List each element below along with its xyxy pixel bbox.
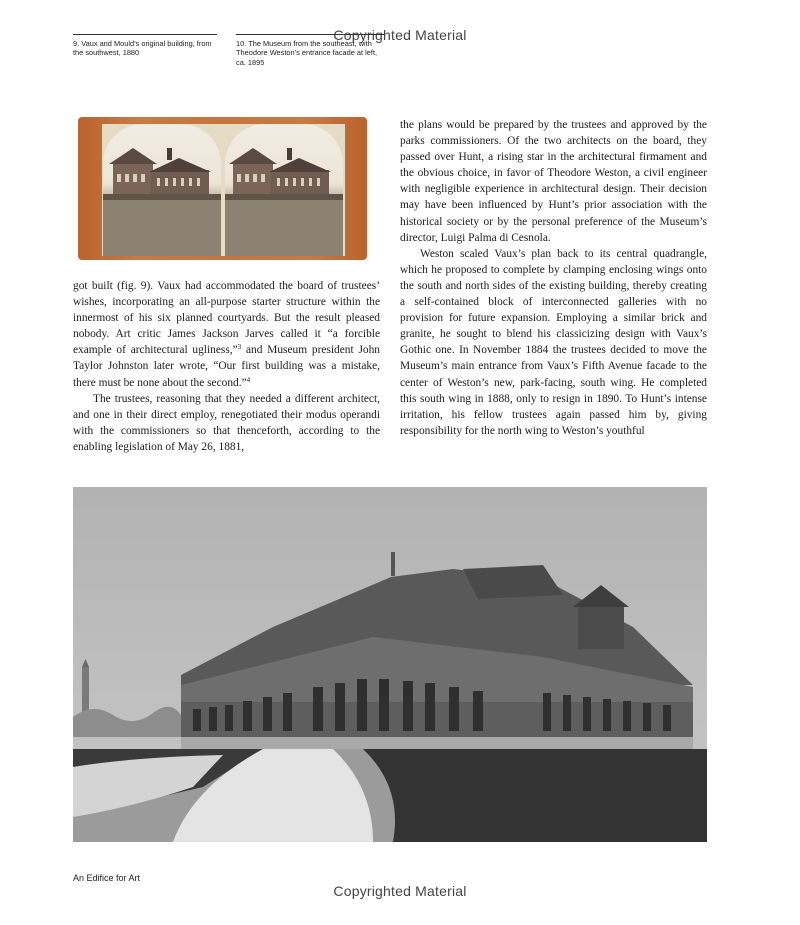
right-paragraph-1: the plans would be prepared by the trustees and approved by the parks commissioners. Of the two architects on the board, they passed over Hunt, a rising star in the architectural firmament and the obvious choice, in favor of Theodore Weston, a civil engineer with negligible experience in architectural design. Their decision may have been influenced by Hunt’s prior association with the historical society or by the personal preference of the Museum’s director, Luigi Palma di Cesnola. (400, 119, 707, 244)
watermark-bottom: Copyrighted Material (333, 883, 467, 899)
running-footer: An Edifice for Art (73, 873, 141, 883)
stereograph-left-view (103, 124, 221, 256)
figure-9-stereograph (78, 117, 367, 260)
left-paragraph-1-part-b: and Museum president John Taylor Johnston later wrote, “Our first building was a mistake, there must be none about the second.” (73, 344, 380, 389)
right-column-text (400, 117, 707, 439)
watermark-top: Copyrighted Material (333, 27, 467, 43)
figure-10-photograph (73, 487, 707, 842)
left-paragraph-2: The trustees, reasoning that they needed a different architect, and one in their direct employ, renegotiated their modus operandi with the commissioners so that thenceforth, according to the enabling legislation of May 26, 1881, (73, 392, 380, 453)
footnote-ref-4: 4 (246, 375, 251, 384)
left-paragraph-1-part-a: got built (fig. 9). Vaux had accommodated the board of trustees’ wishes, incorporating an all-purpose starter structure within the innermost of his six planned courtyards. But the result pleased nobody. Art critic James Jackson Jarves called it “a forcible example of architectural ugliness,” (73, 280, 380, 357)
figure-10-caption: 10. The Museum from the southeast, with Theodore Weston’s entrance facade at left, ca. 1895 (236, 34, 384, 67)
right-paragraph-2: Weston scaled Vaux’s plan back to its central quadrangle, which he proposed to complete by clamping enclosing wings onto the south and north sides of the existing building, thereby creating a self-contained block of interconnected galleries with no provision for future expansion. Employing a similar brick and granite, he sought to blend his classicizing design with Vaux’s Gothic one. In November 1884 the trustees decided to move the Museum’s main entrance from Vaux’s Fifth Avenue facade to the center of Weston’s new, park-facing, south wing. He completed this south wing in 1888, only to resign in 1890. To Hunt’s intense irritation, his fellow trustees again passed him by, giving responsibility for the north wing to Weston’s youthful (400, 247, 707, 437)
stereograph-card-face (102, 124, 345, 256)
figure-9-caption: 9. Vaux and Mould’s original building, from the southwest, 1880 (73, 34, 217, 58)
stereograph-right-view (225, 124, 343, 256)
left-column-text (73, 278, 380, 455)
footnote-ref-3: 3 (237, 343, 242, 352)
left-paragraph-1 (73, 278, 380, 391)
